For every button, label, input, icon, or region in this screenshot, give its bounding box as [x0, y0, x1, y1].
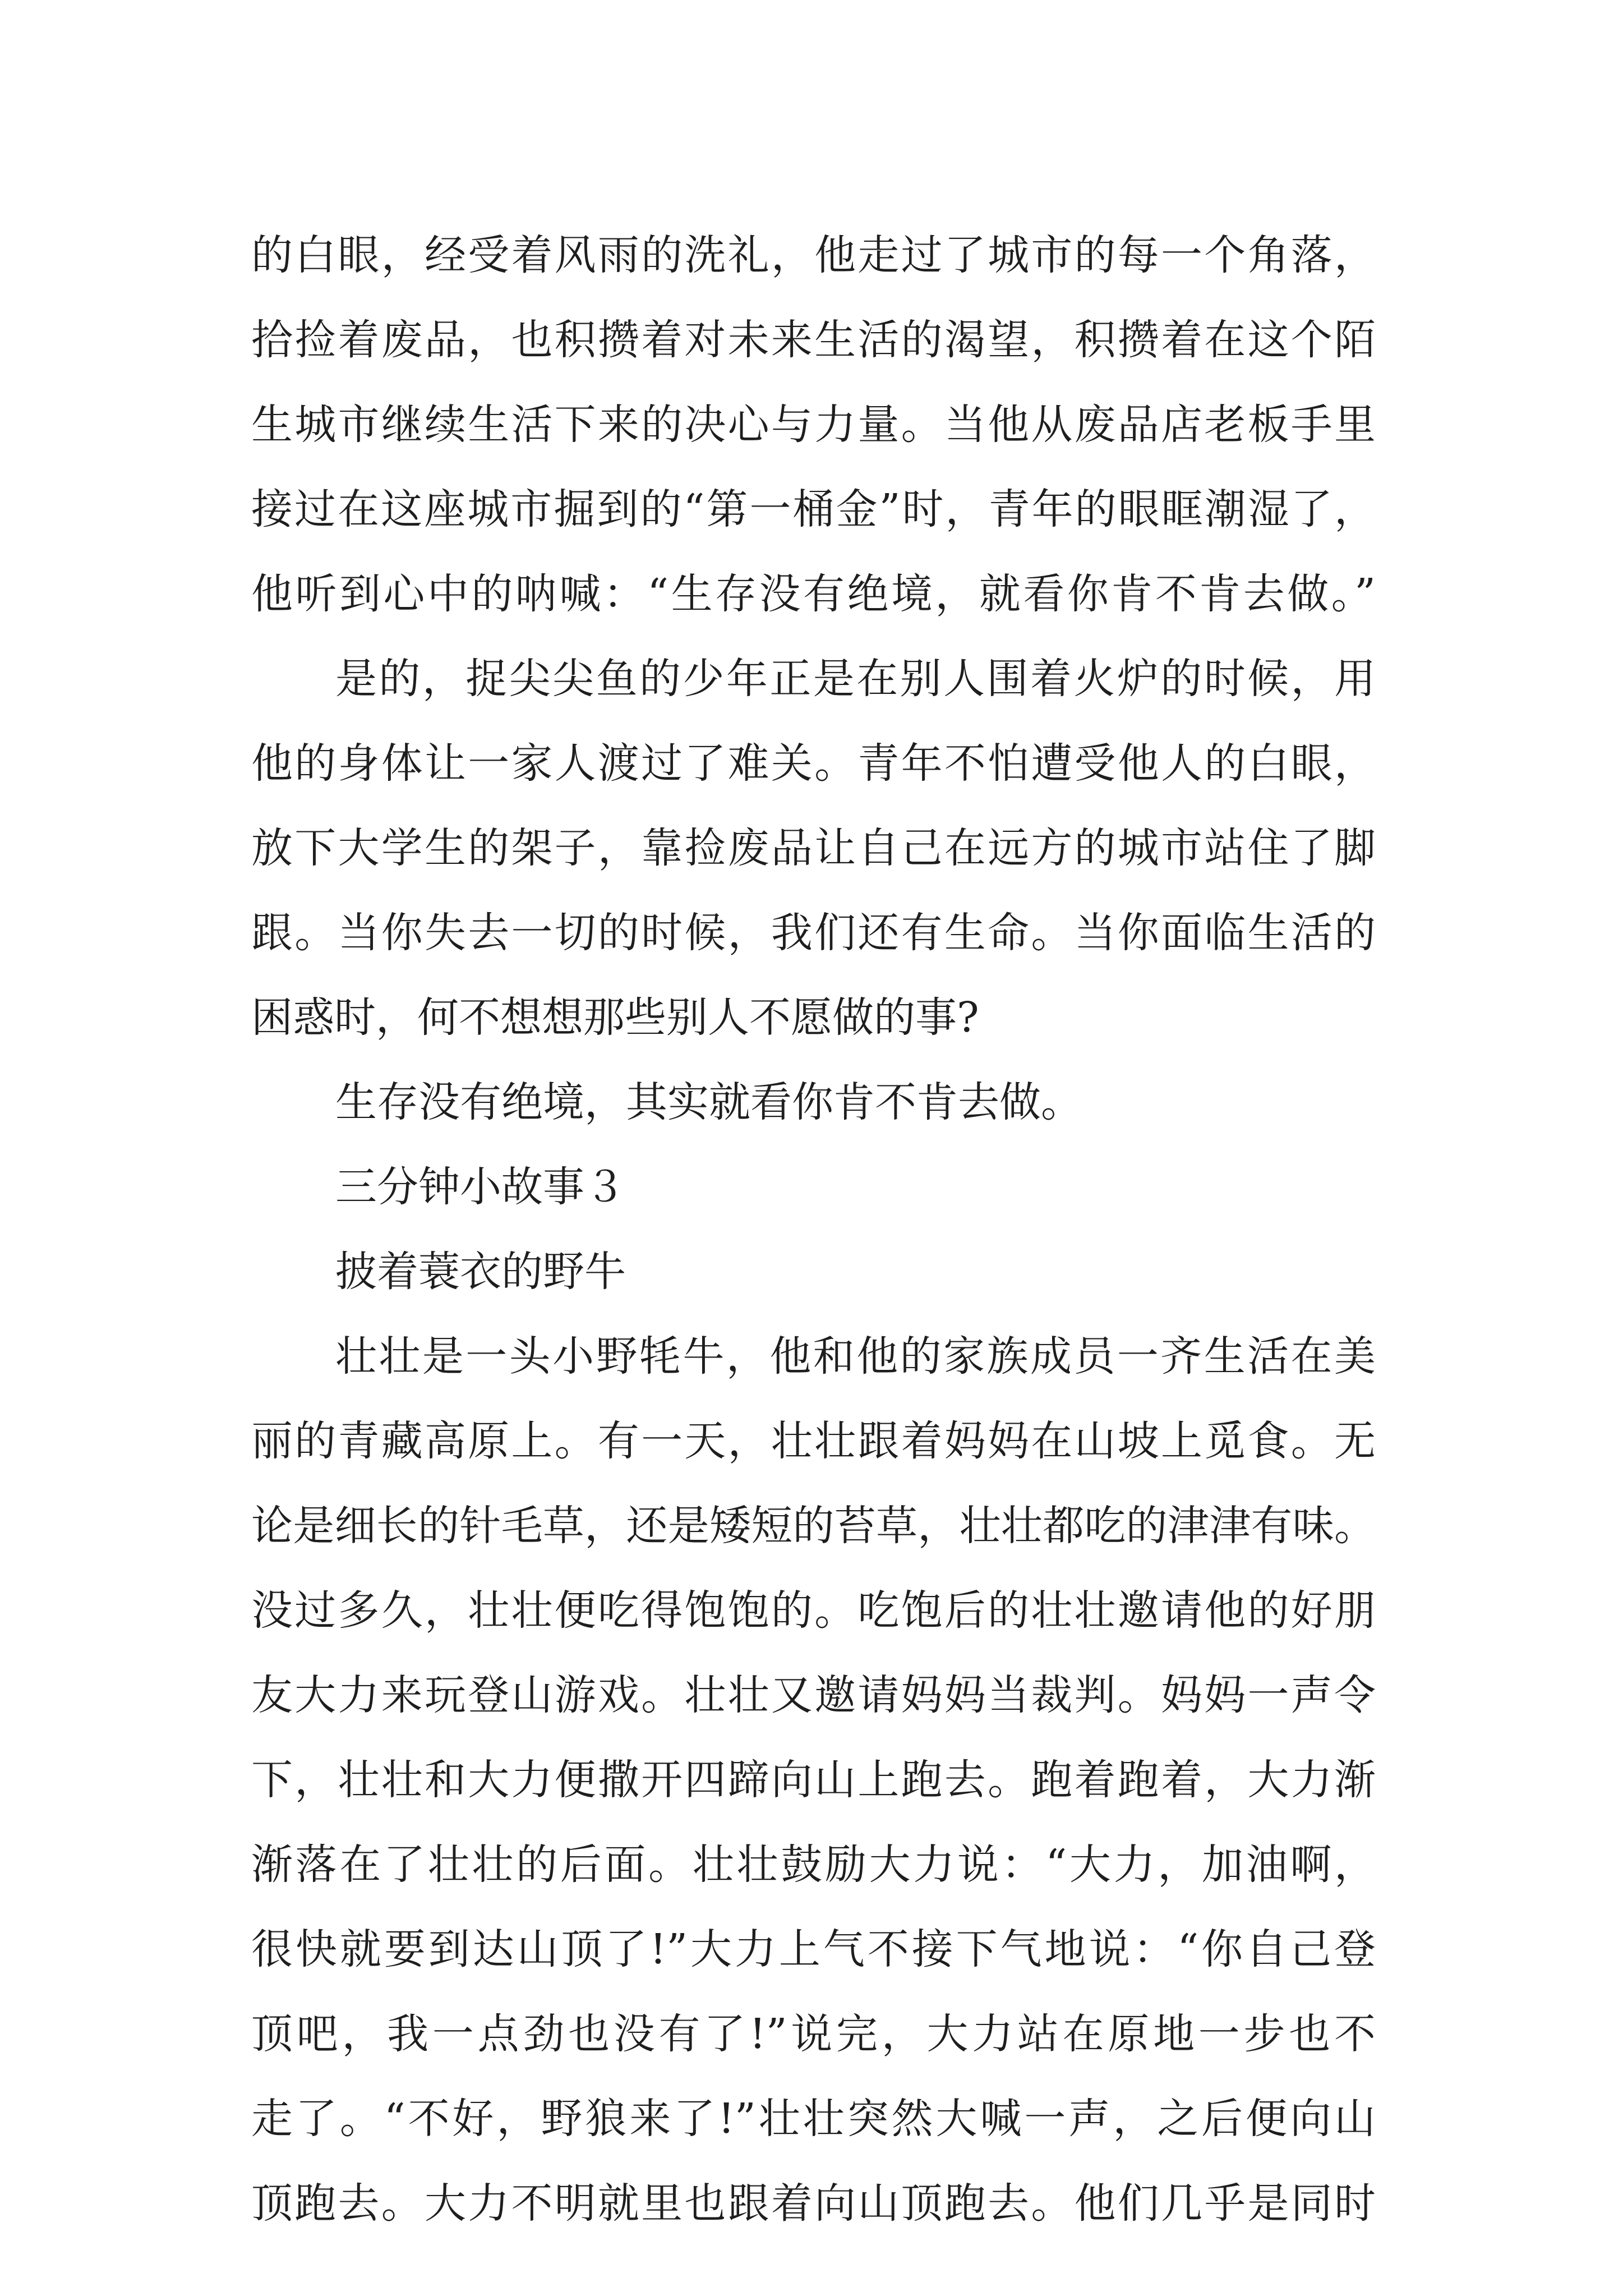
paragraph-first-line: 是的，捉尖尖鱼的少年正是在别人围着火炉的时候，用 [335, 655, 1376, 703]
text-line: 生城市继续生活下来的决心与力量。当他从废品店老板手里 [251, 401, 1376, 449]
text-line: 接过在这座城市掘到的“第一桶金”时，青年的眼眶潮湿了， [251, 485, 1376, 533]
paragraph-first-line: 生存没有绝境，其实就看你肯不肯去做。 [335, 1078, 1082, 1126]
text-line: 下，壮壮和大力便撒开四蹄向山上跑去。跑着跑着，大力渐 [251, 1756, 1376, 1804]
body-text [251, 213, 1376, 2246]
text-line: 论是细长的针毛草，还是矮短的苔草，壮壮都吃的津津有味。 [251, 1502, 1376, 1550]
text-line: 顶吧，我一点劲也没有了!”说完，大力站在原地一步也不 [251, 2010, 1376, 2058]
text-line: 顶跑去。大力不明就里也跟着向山顶跑去。他们几乎是同时 [251, 2179, 1376, 2228]
text-line: 友大力来玩登山游戏。壮壮又邀请妈妈当裁判。妈妈一声令 [251, 1671, 1376, 1719]
text-line: 困惑时，何不想想那些别人不愿做的事? [251, 993, 979, 1042]
text-line: 他的身体让一家人渡过了难关。青年不怕遭受他人的白眼， [251, 739, 1376, 788]
story-heading: 三分钟小故事３ [335, 1163, 626, 1211]
paragraph-first-line: 壮壮是一头小野牦牛，他和他的家族成员一齐生活在美 [335, 1332, 1376, 1381]
text-line: 的白眼，经受着风雨的洗礼，他走过了城市的每一个角落， [251, 231, 1376, 279]
text-line: 放下大学生的架子，靠捡废品让自己在远方的城市站住了脚 [251, 824, 1376, 872]
text-line: 渐落在了壮壮的后面。壮壮鼓励大力说：“大力，加油啊， [251, 1841, 1376, 1889]
text-line: 丽的青藏高原上。有一天，壮壮跟着妈妈在山坡上觅食。无 [251, 1417, 1376, 1465]
text-line: 拾捡着废品，也积攒着对未来生活的渴望，积攒着在这个陌 [251, 316, 1376, 364]
text-line: 他听到心中的呐喊：“生存没有绝境，就看你肯不肯去做。” [251, 570, 1376, 618]
text-line: 走了。“不好，野狼来了!”壮壮突然大喊一声，之后便向山 [251, 2095, 1376, 2143]
text-line: 跟。当你失去一切的时候，我们还有生命。当你面临生活的 [251, 909, 1376, 957]
text-line: 没过多久，壮壮便吃得饱饱的。吃饱后的壮壮邀请他的好朋 [251, 1586, 1376, 1635]
story-title: 披着蓑衣的野牛 [335, 1248, 626, 1296]
text-line: 很快就要到达山顶了!”大力上气不接下气地说：“你自己登 [251, 1925, 1376, 1973]
